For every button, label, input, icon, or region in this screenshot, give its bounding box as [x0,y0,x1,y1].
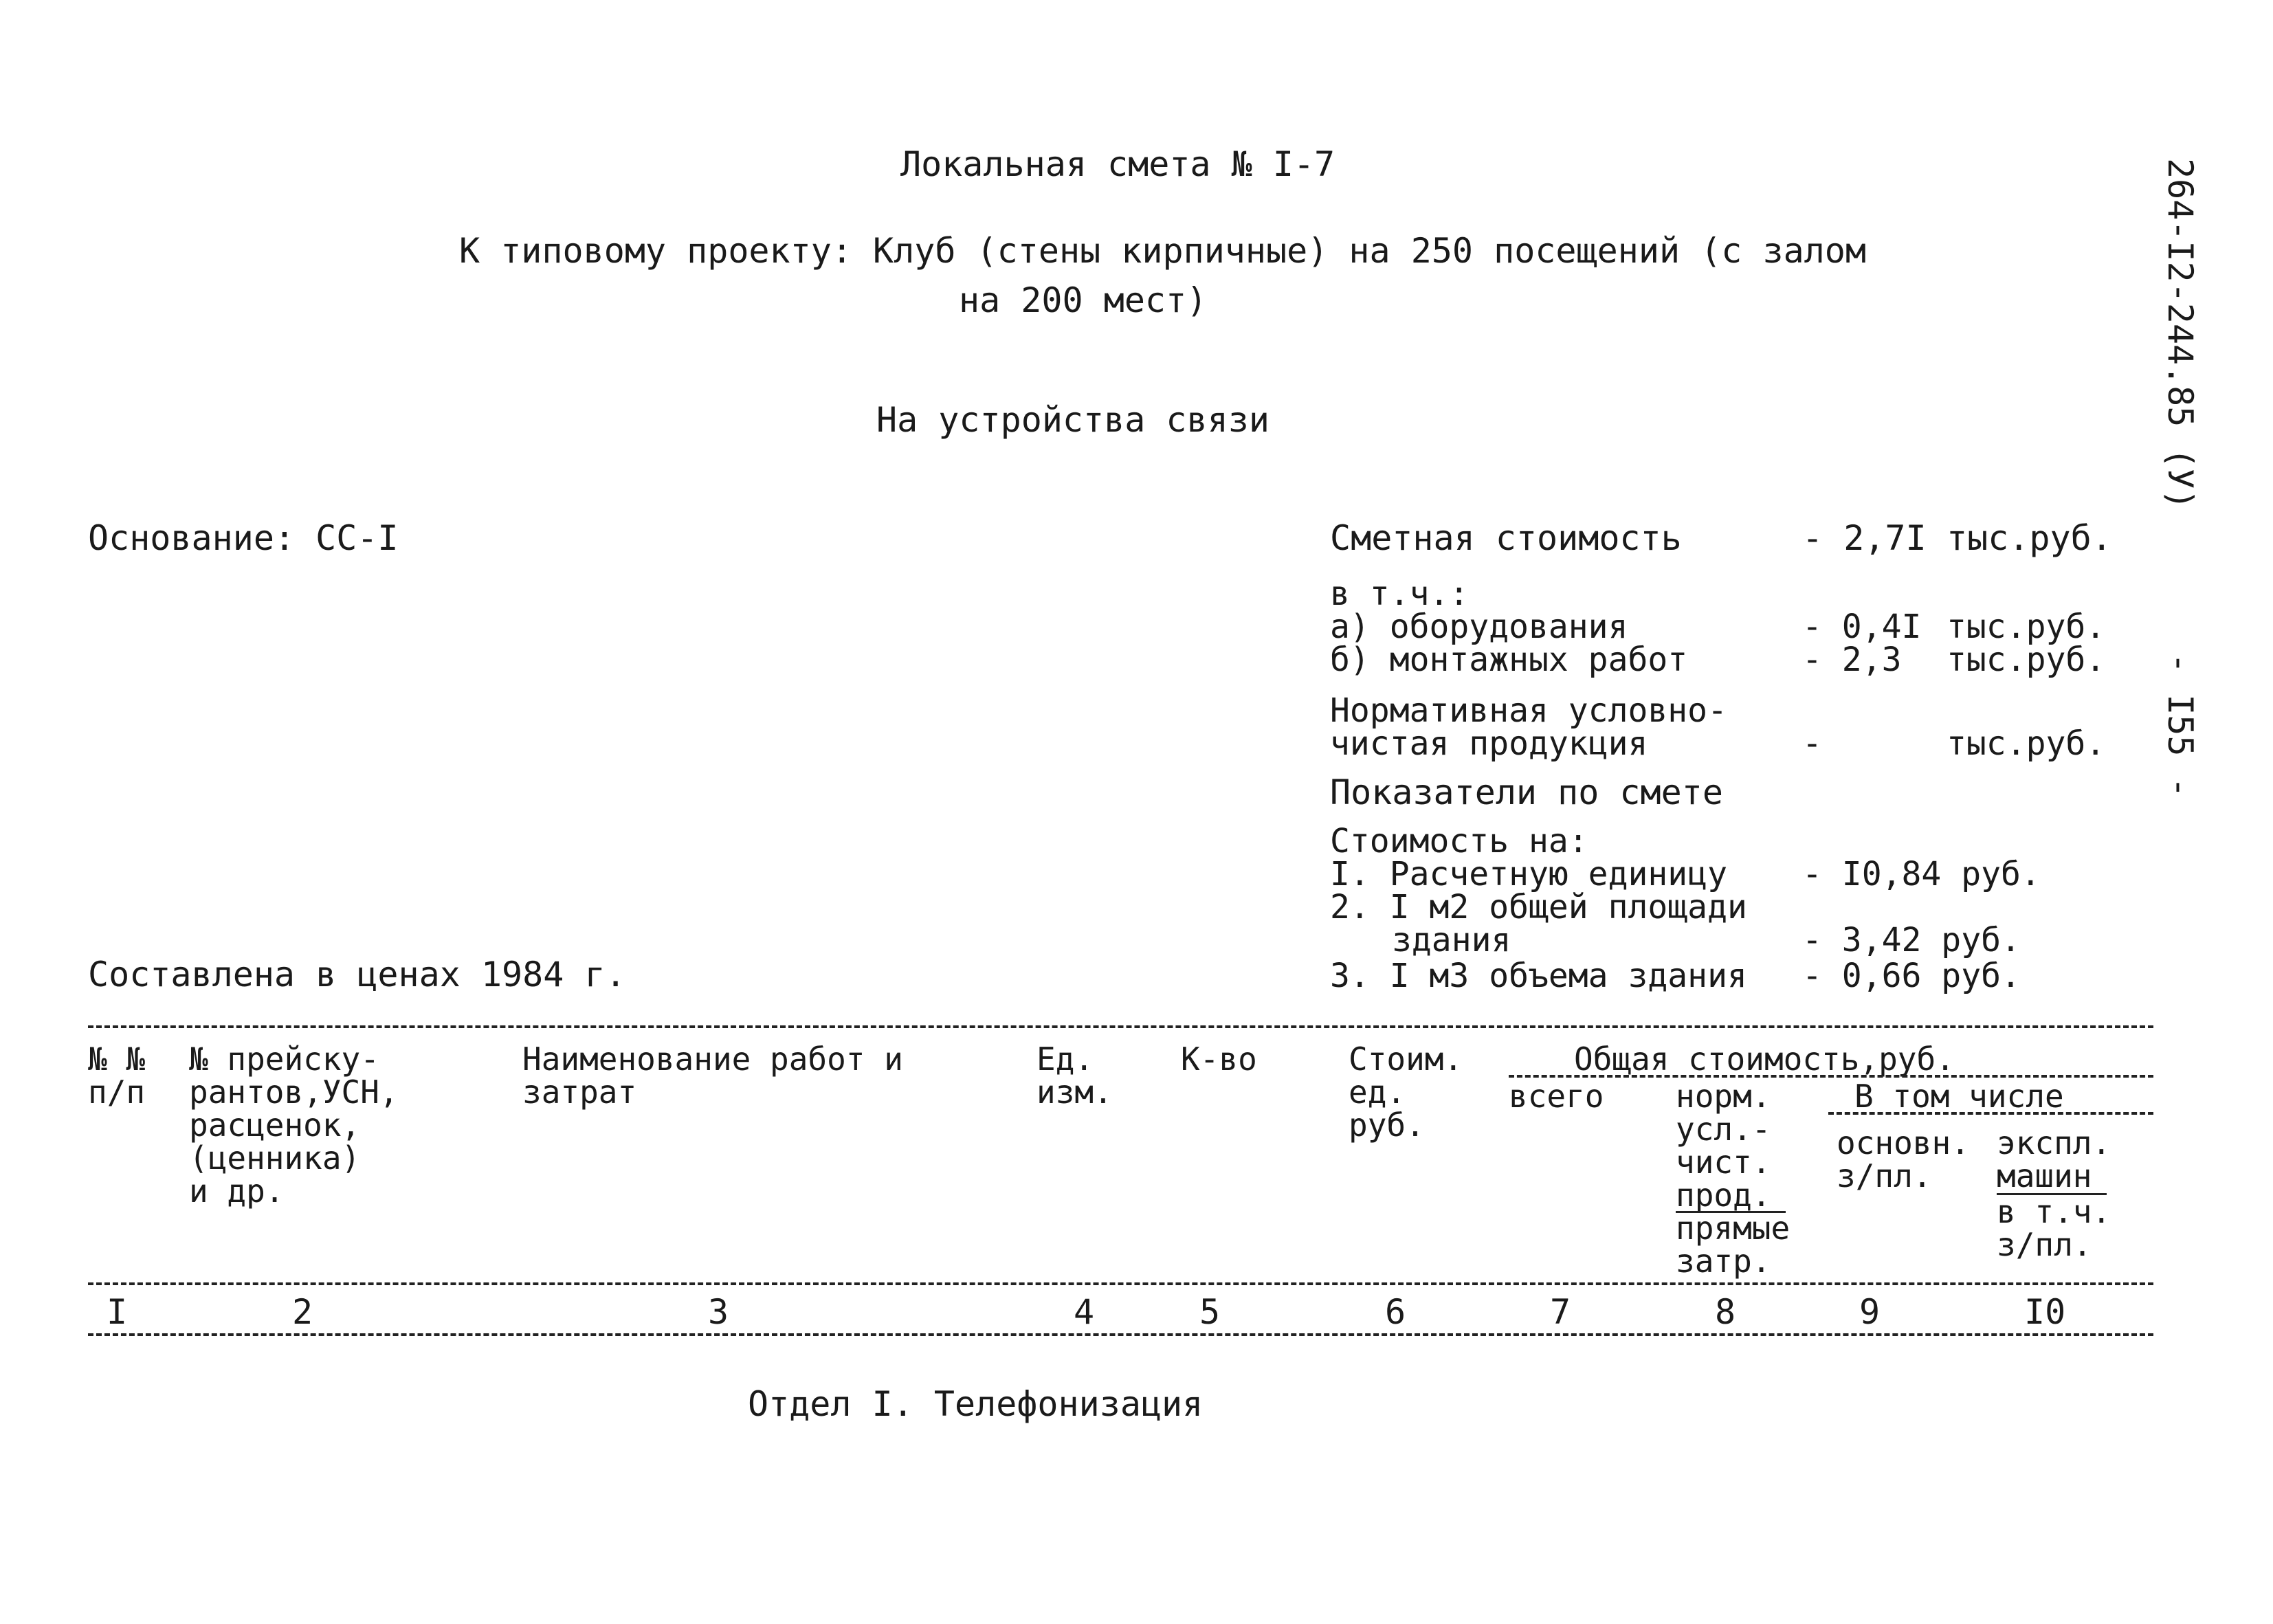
page-number: - I55 - [2160,653,2200,798]
unit-cost-label: I. Расчетную единицу [1330,855,1727,893]
install-unit: тыс.руб. [1947,641,2106,679]
header-bottom-rule [88,1282,2153,1285]
estimated-cost-unit: тыс.руб. [1947,518,2112,558]
column-number: I [107,1292,128,1332]
incl-group-rule [1828,1112,2153,1115]
header-total-cost: Общая стоимость,руб. [1574,1041,1955,1078]
header-col-5: К-во [1181,1041,1257,1078]
col-8-underline [1676,1211,1786,1213]
norm-label-2: чистая продукция [1330,724,1648,763]
column-number: 3 [708,1292,729,1332]
basis-label: Основание: СС-I [88,518,399,558]
document-title: Локальная смета № I-7 [900,144,1335,184]
equipment-label: а) оборудования [1330,608,1628,646]
project-line-2: на 200 мест) [959,280,1208,320]
area-label-1: 2. I м2 общей площади [1330,888,1747,926]
area-value: - 3,42 руб. [1802,921,2021,959]
volume-label: 3. I м3 объема здания [1330,957,1747,995]
cost-on-label: Стоимость на: [1330,822,1588,860]
estimated-cost-value: - 2,7I [1802,518,1927,558]
col-10-underline [1997,1193,2107,1195]
header-col-7: всего [1509,1078,1604,1115]
norm-label-1: Нормативная условно- [1330,691,1727,730]
indicators-label: Показатели по смете [1330,772,1723,812]
section-title: Отдел I. Телефонизация [748,1384,1204,1424]
column-number: I0 [2024,1292,2066,1332]
document-code: 264-I2-244.85 (У) [2160,158,2200,510]
norm-value: - [1802,724,1822,763]
project-line-1: К типовому проекту: Клуб (стены кирпичные) на 250 посещений (с залом [459,231,1866,271]
numbers-bottom-rule [88,1333,2153,1336]
equipment-unit: тыс.руб. [1947,608,2106,646]
area-label-2: здания [1392,921,1511,959]
column-number: 8 [1715,1292,1736,1332]
incl-label: в т.ч.: [1330,575,1470,613]
prices-year: Составлена в ценах 1984 г. [88,955,626,994]
equipment-value: - 0,4I [1802,608,1922,646]
volume-value: - 0,66 руб. [1802,957,2021,995]
column-number: 4 [1074,1292,1095,1332]
install-label: б) монтажных работ [1330,641,1688,679]
table-top-rule [88,1025,2153,1028]
norm-unit: тыс.руб. [1947,724,2106,763]
estimated-cost-label: Сметная стоимость [1330,518,1682,558]
column-number: 9 [1859,1292,1881,1332]
header-incl-group: В том числе [1854,1078,2064,1115]
column-number: 2 [292,1292,313,1332]
unit-cost-value: - I0,84 руб. [1802,855,2041,893]
column-number: 6 [1385,1292,1406,1332]
column-number: 5 [1199,1292,1221,1332]
install-value: - 2,3 [1802,641,1902,679]
subject-line: На устройства связи [876,400,1269,440]
column-number: 7 [1550,1292,1571,1332]
